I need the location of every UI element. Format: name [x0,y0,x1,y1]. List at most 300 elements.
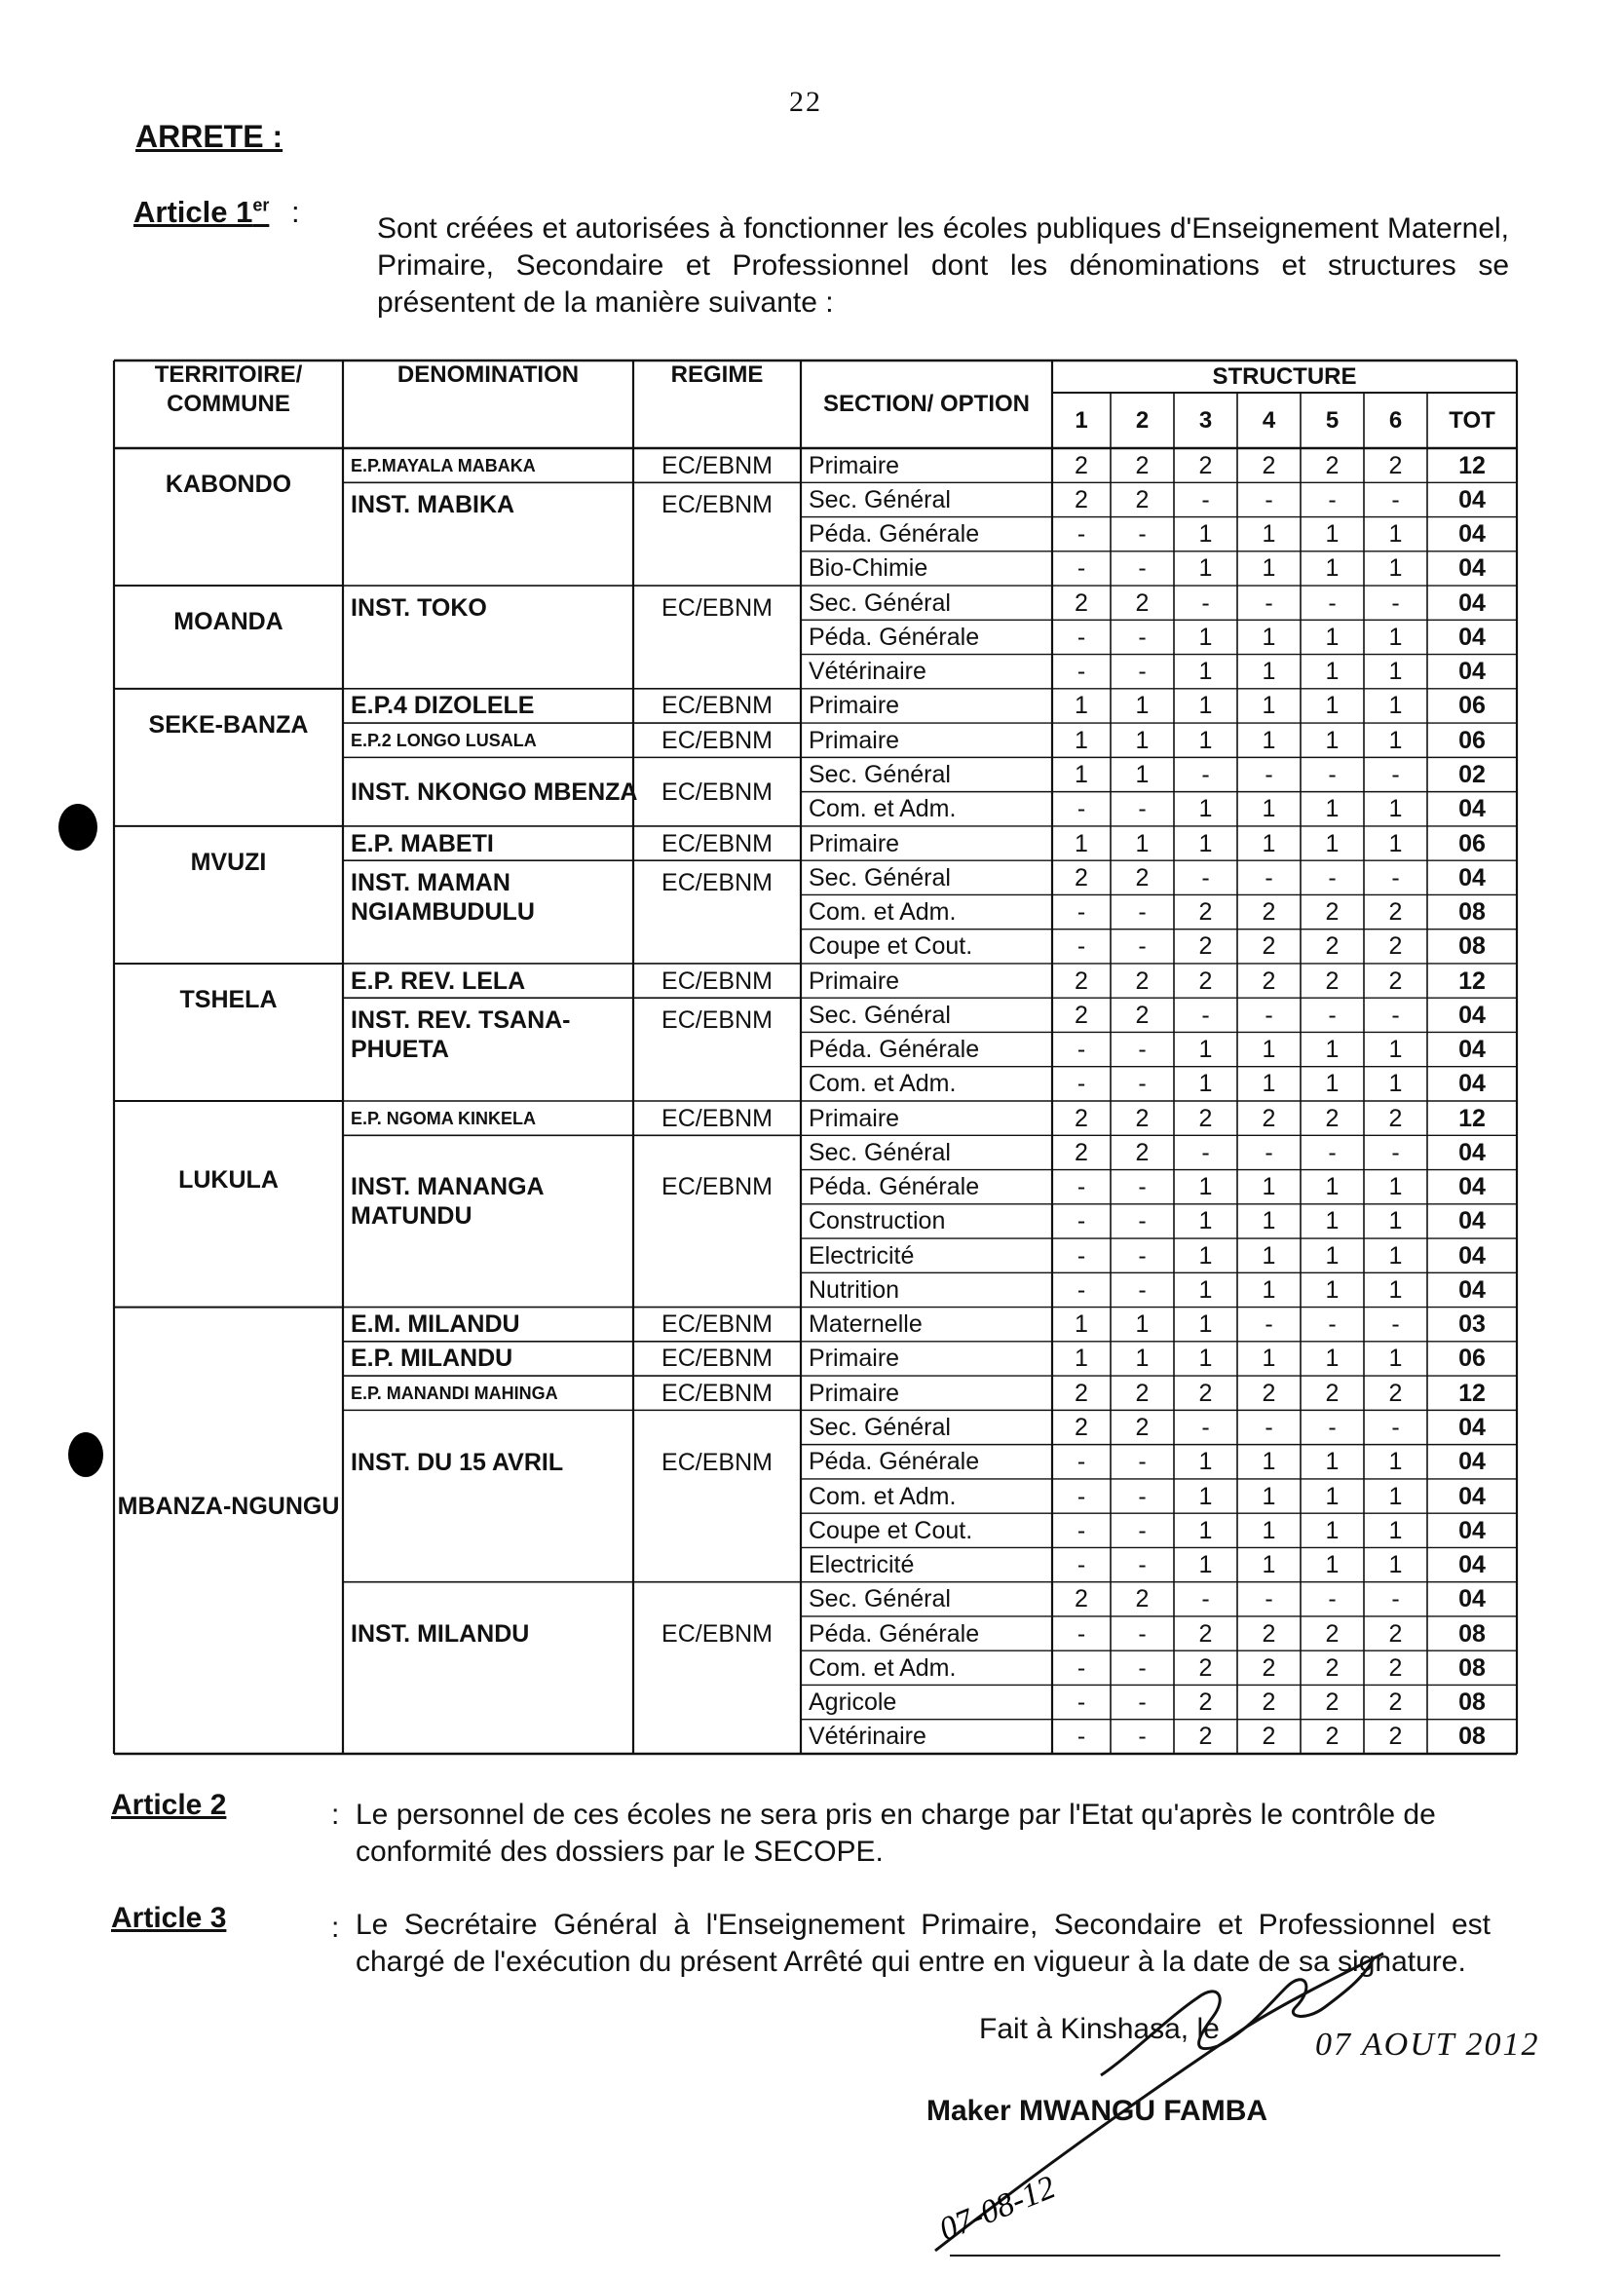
year-3-value: 1 [1198,795,1213,823]
territory-cell: MBANZA-NGUNGU [117,1492,340,1520]
section-option-cell: Com. et Adm. [809,898,957,927]
year-3-value: 2 [1198,1104,1213,1132]
school-name: E.P. MABETI [351,829,494,857]
year-6-value: 1 [1388,1207,1403,1235]
header-regime: REGIME [670,361,764,388]
year-4-value: 2 [1262,932,1276,961]
year-3-value: - [1201,1413,1210,1441]
year-6-value: - [1391,485,1400,513]
year-3-value: 2 [1198,1619,1213,1648]
total-value: 04 [1458,1036,1486,1064]
school-regime: EC/EBNM [661,869,773,897]
section-option-cell: Coupe et Cout. [809,1516,973,1544]
total-value: 06 [1458,726,1486,754]
year-1-value: - [1076,1207,1086,1235]
year-3-value: 1 [1198,1036,1213,1064]
punch-hole-top [58,804,97,851]
section-option-cell: Primaire [809,1379,900,1407]
year-2-value: - [1138,1723,1147,1751]
year-5-value: - [1328,485,1337,513]
total-value: 04 [1458,795,1486,823]
page-number: 22 [789,86,822,118]
year-6-value: - [1391,588,1400,617]
year-4-value: 1 [1262,1551,1276,1579]
school-regime: EC/EBNM [661,491,773,519]
year-3-value: 2 [1198,1379,1213,1407]
year-2-value: - [1138,1070,1147,1098]
year-5-value: - [1328,863,1337,891]
year-4-value: - [1265,863,1273,891]
year-1-value: - [1076,1551,1086,1579]
year-6-value: 1 [1388,1551,1403,1579]
total-value: 04 [1458,1585,1486,1613]
year-5-value: 2 [1325,1379,1340,1407]
year-6-value: 1 [1388,1516,1403,1544]
year-5-value: 1 [1325,1173,1340,1201]
article-3-colon: : [331,1912,340,1944]
total-value: 04 [1458,1001,1486,1029]
total-value: 08 [1458,898,1486,927]
territory-cell: TSHELA [179,985,278,1013]
total-value: 12 [1458,967,1486,995]
section-option-cell: Sec. Général [809,760,951,788]
year-5-value: 2 [1325,1653,1340,1682]
section-option-cell: Primaire [809,1104,900,1132]
school-regime: EC/EBNM [661,1619,773,1648]
year-6-value: 1 [1388,1482,1403,1510]
year-6-value: 1 [1388,795,1403,823]
section-option-cell: Com. et Adm. [809,1070,957,1098]
year-1-value: 2 [1075,967,1088,995]
section-option-cell: Sec. Général [809,588,951,617]
year-2-value: 2 [1135,1001,1150,1029]
year-4-value: 2 [1262,451,1276,479]
year-5-value: 1 [1325,1241,1340,1270]
year-6-value: 2 [1388,1653,1403,1682]
year-1-value: 2 [1075,485,1088,513]
year-5-value: 2 [1325,967,1340,995]
year-6-value: 1 [1388,1070,1403,1098]
year-4-value: 2 [1262,1379,1276,1407]
year-5-value: 1 [1325,1482,1340,1510]
article-2-text: Le personnel de ces écoles ne sera pris en charge par l'Etat qu'après le contrôle de conformité des dossiers par le SECOPE. [356,1799,1436,1868]
school-name: E.P.MAYALA MABAKA [351,455,536,475]
year-4-value: - [1265,1001,1273,1029]
section-option-cell: Péda. Générale [809,520,980,549]
year-2-value: 2 [1135,485,1150,513]
year-4-value: 1 [1262,1345,1276,1373]
year-4-value: 2 [1262,1723,1276,1751]
year-3-value: - [1201,760,1210,788]
year-3-value: 2 [1198,451,1213,479]
section-option-cell: Com. et Adm. [809,795,957,823]
year-5-value: - [1328,1585,1337,1613]
section-option-cell: Sec. Général [809,1585,951,1613]
section-option-cell: Coupe et Cout. [809,932,973,961]
year-2-value: - [1138,1653,1147,1682]
header-year-1: 1 [1075,406,1088,434]
header-denomination: DENOMINATION [397,361,580,388]
year-2-value: 2 [1135,1138,1150,1166]
school-name: INST. MABIKA [351,491,515,519]
section-option-cell: Maternelle [809,1310,923,1339]
total-value: 04 [1458,658,1486,686]
year-6-value: 1 [1388,520,1403,549]
year-2-value: - [1138,658,1147,686]
school-name: E.P.2 LONGO LUSALA [351,730,537,750]
year-4-value: 1 [1262,554,1276,583]
total-value: 04 [1458,554,1486,583]
year-5-value: - [1328,588,1337,617]
year-1-value: 2 [1075,1001,1088,1029]
year-4-value: - [1265,760,1273,788]
year-5-value: 1 [1325,1036,1340,1064]
header-year-5: 5 [1325,406,1340,434]
school-name: INST. MILANDU [351,1619,530,1648]
school-regime: EC/EBNM [661,692,773,720]
school-name: E.P. REV. LELA [351,967,526,995]
school-regime: EC/EBNM [661,778,773,806]
section-option-cell: Bio-Chimie [809,554,928,583]
article-1-label-text: Article 1 [133,195,253,229]
year-4-value: 1 [1262,1275,1276,1304]
year-4-value: 2 [1262,1653,1276,1682]
year-5-value: 1 [1325,623,1340,651]
section-option-cell: Primaire [809,451,900,479]
year-2-value: - [1138,623,1147,651]
year-5-value: 2 [1325,451,1340,479]
year-1-value: - [1076,623,1086,651]
year-1-value: - [1076,1723,1086,1751]
year-3-value: 1 [1198,1070,1213,1098]
year-5-value: 1 [1325,1551,1340,1579]
year-6-value: 2 [1388,1688,1403,1717]
year-2-value: 1 [1135,692,1150,720]
year-1-value: - [1076,932,1086,961]
handwritten-signature [877,1939,1510,2270]
school-name: INST. REV. TSANA-PHUETA [351,1006,571,1064]
year-2-value: 1 [1135,760,1150,788]
header-section-option: SECTION/ OPTION [822,391,1030,417]
total-value: 04 [1458,1551,1486,1579]
year-4-value: - [1265,1585,1273,1613]
year-2-value: 2 [1135,1413,1150,1441]
year-1-value: - [1076,1448,1086,1476]
year-4-value: 1 [1262,1448,1276,1476]
year-5-value: 1 [1325,1207,1340,1235]
year-1-value: - [1076,1653,1086,1682]
year-6-value: 2 [1388,898,1403,927]
year-2-value: - [1138,795,1147,823]
territory-cell: MVUZI [190,848,267,876]
year-2-value: 2 [1135,863,1150,891]
year-3-value: 1 [1198,658,1213,686]
header-year-2: 2 [1135,406,1150,434]
article-1-colon: : [290,195,300,229]
year-3-value: 1 [1198,554,1213,583]
total-value: 06 [1458,692,1486,720]
year-6-value: 1 [1388,1448,1403,1476]
year-6-value: 2 [1388,1723,1403,1751]
total-value: 12 [1458,1379,1486,1407]
year-5-value: 2 [1325,1104,1340,1132]
total-value: 06 [1458,829,1486,857]
year-6-value: 1 [1388,1241,1403,1270]
total-value: 12 [1458,451,1486,479]
school-name: INST. MAMAN NGIAMBUDULU [351,869,535,927]
year-5-value: 1 [1325,1516,1340,1544]
school-regime: EC/EBNM [661,1345,773,1373]
total-value: 04 [1458,863,1486,891]
year-6-value: - [1391,1585,1400,1613]
year-1-value: - [1076,1036,1086,1064]
section-option-cell: Primaire [809,1345,900,1373]
year-1-value: 2 [1075,863,1088,891]
total-value: 04 [1458,1482,1486,1510]
total-value: 04 [1458,1448,1486,1476]
year-6-value: - [1391,1413,1400,1441]
year-5-value: - [1328,1413,1337,1441]
total-value: 04 [1458,1275,1486,1304]
year-1-value: 2 [1075,1104,1088,1132]
school-name: E.P. MILANDU [351,1345,513,1373]
year-2-value: 2 [1135,1585,1150,1613]
year-4-value: - [1265,588,1273,617]
year-1-value: - [1076,1688,1086,1717]
section-option-cell: Agricole [809,1688,897,1717]
year-2-value: - [1138,1275,1147,1304]
total-value: 04 [1458,1413,1486,1441]
header-total: TOT [1449,406,1495,434]
total-value: 08 [1458,1653,1486,1682]
section-option-cell: Primaire [809,967,900,995]
year-5-value: 1 [1325,726,1340,754]
year-3-value: - [1201,863,1210,891]
year-2-value: - [1138,1173,1147,1201]
total-value: 04 [1458,1207,1486,1235]
year-5-value: 2 [1325,898,1340,927]
article-1-superscript: er [252,195,270,215]
year-2-value: - [1138,1688,1147,1717]
year-6-value: 2 [1388,1379,1403,1407]
year-4-value: 1 [1262,1241,1276,1270]
section-option-cell: Primaire [809,829,900,857]
year-1-value: - [1076,554,1086,583]
year-3-value: 1 [1198,623,1213,651]
school-name: INST. NKONGO MBENZA [351,778,638,806]
year-1-value: 1 [1075,692,1088,720]
year-6-value: 1 [1388,1275,1403,1304]
year-5-value: - [1328,760,1337,788]
section-option-cell: Electricité [809,1551,915,1579]
school-regime: EC/EBNM [661,1173,773,1201]
year-1-value: - [1076,898,1086,927]
year-1-value: 1 [1075,726,1088,754]
year-3-value: 1 [1198,692,1213,720]
total-value: 08 [1458,1619,1486,1648]
school-regime: EC/EBNM [661,1104,773,1132]
year-1-value: 2 [1075,1379,1088,1407]
year-2-value: - [1138,1482,1147,1510]
school-regime: EC/EBNM [661,1310,773,1339]
year-5-value: 1 [1325,1448,1340,1476]
year-4-value: 1 [1262,692,1276,720]
year-4-value: 1 [1262,1207,1276,1235]
article-1-text: Sont créées et autorisées à fonctionner les écoles publiques d'Enseignement Maternel, Primaire, Secondaire et Professionnel dont les dénominations et structures se présentent de la manière suivante : [377,212,1509,319]
total-value: 04 [1458,588,1486,617]
header-year-4: 4 [1262,406,1276,434]
year-4-value: 1 [1262,1070,1276,1098]
year-5-value: - [1328,1138,1337,1166]
year-5-value: 1 [1325,692,1340,720]
section-option-cell: Construction [809,1207,946,1235]
school-regime: EC/EBNM [661,1448,773,1476]
year-5-value: 2 [1325,1619,1340,1648]
year-4-value: 2 [1262,898,1276,927]
year-5-value: 2 [1325,1688,1340,1717]
school-regime: EC/EBNM [661,829,773,857]
year-3-value: - [1201,1138,1210,1166]
year-5-value: 1 [1325,658,1340,686]
year-5-value: 1 [1325,1275,1340,1304]
section-option-cell: Péda. Générale [809,1036,980,1064]
total-value: 12 [1458,1104,1486,1132]
year-6-value: 2 [1388,1619,1403,1648]
year-1-value: - [1076,658,1086,686]
territory-cell: MOANDA [173,608,283,636]
year-1-value: - [1076,795,1086,823]
school-regime: EC/EBNM [661,1379,773,1407]
year-4-value: 2 [1262,1619,1276,1648]
section-option-cell: Péda. Générale [809,623,980,651]
header-structure: STRUCTURE [1212,362,1357,390]
year-3-value: - [1201,485,1210,513]
year-2-value: 2 [1135,967,1150,995]
year-5-value: 1 [1325,1345,1340,1373]
year-4-value: 2 [1262,967,1276,995]
school-name: E.P. MANANDI MAHINGA [351,1383,558,1403]
total-value: 08 [1458,1723,1486,1751]
year-4-value: - [1265,1310,1273,1339]
total-value: 04 [1458,1241,1486,1270]
handwritten-date: 07-08-12 [934,2169,1061,2249]
year-3-value: 2 [1198,967,1213,995]
year-1-value: 1 [1075,760,1088,788]
year-5-value: 2 [1325,932,1340,961]
school-regime: EC/EBNM [661,967,773,995]
year-3-value: 1 [1198,1310,1213,1339]
section-option-cell: Péda. Générale [809,1448,980,1476]
year-6-value: 1 [1388,829,1403,857]
total-value: 08 [1458,1688,1486,1717]
year-3-value: 2 [1198,1723,1213,1751]
year-6-value: 1 [1388,1345,1403,1373]
year-6-value: 2 [1388,451,1403,479]
year-4-value: 2 [1262,1104,1276,1132]
year-3-value: 2 [1198,932,1213,961]
year-4-value: 2 [1262,1688,1276,1717]
article-3-label: Article 3 [111,1902,227,1934]
year-3-value: 1 [1198,726,1213,754]
school-regime: EC/EBNM [661,726,773,754]
year-6-value: 1 [1388,692,1403,720]
school-regime: EC/EBNM [661,594,773,623]
year-3-value: 2 [1198,1688,1213,1717]
year-3-value: 2 [1198,1653,1213,1682]
year-3-value: 1 [1198,1482,1213,1510]
total-value: 02 [1458,760,1486,788]
section-option-cell: Electricité [809,1241,915,1270]
year-3-value: 1 [1198,520,1213,549]
total-value: 04 [1458,1138,1486,1166]
year-5-value: 1 [1325,520,1340,549]
year-1-value: 1 [1075,1310,1088,1339]
section-option-cell: Sec. Général [809,1001,951,1029]
year-4-value: 1 [1262,1516,1276,1544]
year-6-value: - [1391,1138,1400,1166]
year-1-value: 2 [1075,1585,1088,1613]
year-6-value: 1 [1388,658,1403,686]
year-2-value: - [1138,520,1147,549]
year-5-value: 1 [1325,1070,1340,1098]
school-name: INST. DU 15 AVRIL [351,1448,564,1476]
total-value: 04 [1458,1173,1486,1201]
year-3-value: 1 [1198,1448,1213,1476]
year-4-value: 1 [1262,520,1276,549]
school-name: E.P. NGOMA KINKELA [351,1108,537,1128]
place-and-date-line: Fait à Kinshasa, le [979,2013,1220,2045]
year-2-value: - [1138,1516,1147,1544]
year-3-value: 1 [1198,829,1213,857]
section-option-cell: Nutrition [809,1275,900,1304]
year-1-value: 2 [1075,1138,1088,1166]
year-2-value: 1 [1135,726,1150,754]
article-3-text: Le Secrétaire Général à l'Enseignement Primaire, Secondaire et Professionnel est chargé de l'exécution du présent Arrêté qui entre en vigueur à la date de sa signature. [356,1909,1491,1978]
section-option-cell: Vétérinaire [809,1723,926,1751]
year-4-value: 1 [1262,623,1276,651]
year-2-value: 1 [1135,1345,1150,1373]
year-5-value: 1 [1325,554,1340,583]
year-5-value: 1 [1325,795,1340,823]
year-1-value: - [1076,1173,1086,1201]
territory-cell: KABONDO [165,471,292,498]
document-heading: ARRETE : [135,119,283,154]
total-value: 04 [1458,1070,1486,1098]
year-6-value: 1 [1388,1036,1403,1064]
year-3-value: - [1201,588,1210,617]
year-3-value: 1 [1198,1173,1213,1201]
school-regime: EC/EBNM [661,1006,773,1035]
total-value: 03 [1458,1310,1486,1339]
header-territoire: TERRITOIRE/ COMMUNE [154,361,303,417]
territory-cell: SEKE-BANZA [148,710,309,739]
year-6-value: - [1391,1310,1400,1339]
year-2-value: 1 [1135,829,1150,857]
year-2-value: - [1138,1207,1147,1235]
year-1-value: - [1076,1482,1086,1510]
signatory-name: Maker MWANGU FAMBA [926,2095,1268,2127]
section-option-cell: Sec. Général [809,1138,951,1166]
year-3-value: - [1201,1001,1210,1029]
year-6-value: 1 [1388,1173,1403,1201]
year-6-value: - [1391,1001,1400,1029]
section-option-cell: Péda. Générale [809,1173,980,1201]
year-2-value: 2 [1135,451,1150,479]
year-2-value: 2 [1135,1379,1150,1407]
section-option-cell: Primaire [809,692,900,720]
school-name: E.P.4 DIZOLELE [351,692,535,720]
year-2-value: - [1138,554,1147,583]
